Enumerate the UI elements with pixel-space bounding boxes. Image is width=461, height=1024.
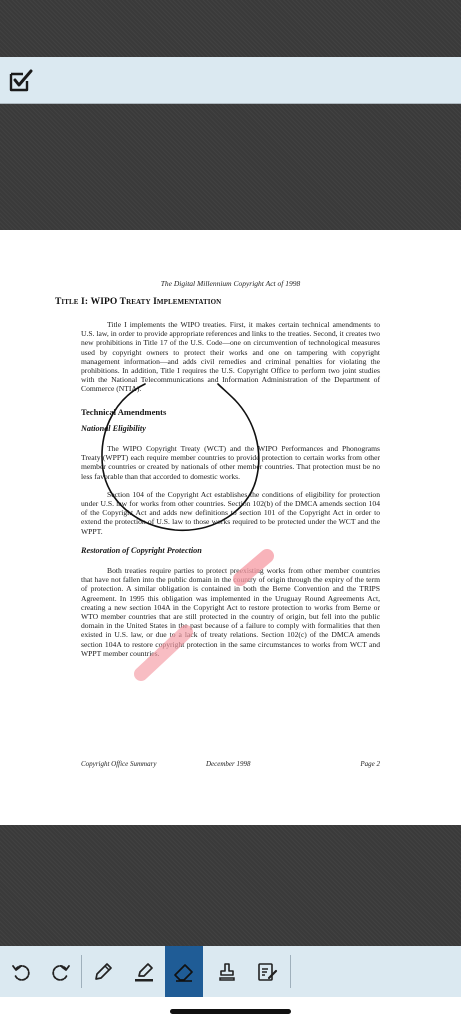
stamp-icon[interactable] xyxy=(208,946,246,997)
eraser-icon[interactable] xyxy=(165,946,203,997)
pen-icon[interactable] xyxy=(84,946,122,997)
paragraph-section-104: Section 104 of the Copyright Act establishes the conditions of eligibility for protection under U.S. law for works from other countries. Section 102(b) of the DMCA amends section 104 of the Copyright Act and adds new definitions to section 101 of the Copyright Act in order to extend the protection of U.S. law to those works required to be protected under the WCT and the WPPT. xyxy=(81,489,380,536)
subheading-restoration: Restoration of Copyright Protection xyxy=(81,545,202,555)
annotation-toolbar xyxy=(0,946,461,997)
title-prefix: Title I: xyxy=(55,297,89,307)
subheading-national-eligibility: National Eligibility xyxy=(81,423,146,433)
page-title xyxy=(55,297,221,307)
home-area xyxy=(0,997,461,1024)
highlighter-icon[interactable] xyxy=(125,946,163,997)
footer-center: December 1998 xyxy=(206,760,251,768)
running-head: The Digital Millennium Copyright Act of 1998 xyxy=(160,279,301,288)
edit-text-icon[interactable] xyxy=(248,946,286,997)
redo-icon[interactable] xyxy=(42,946,80,997)
document-body xyxy=(81,320,380,658)
toolbar-divider xyxy=(290,955,291,988)
undo-icon[interactable] xyxy=(2,946,40,997)
section-heading: Technical Amendments xyxy=(81,406,167,417)
paragraph-restoration: Both treaties require parties to protect preexisting works from other member countries that have not fallen into the public domain in the country of origin through the expiry of the term of protection. A similar obligation is contained in both the Berne Convention and the TRIPS Agreement. In 1995 this obligation was implemented in the Uruguay Round Agreements Act, creating a new section 104A in the Copyright Act to restore protection to works from Berne or WTO member countries that are still protected in the country of origin, but fell into the public domain in the United States in the past because of a failure to comply with formalities that then existed in U.S. law, or due to a lack of treaty relations. Section 102(c) of the DMCA amends section 104A to restore copyright protection in the same circumstances to works from WCT and WPPT member countries. xyxy=(81,566,380,658)
document-page[interactable] xyxy=(0,230,461,825)
top-bar xyxy=(0,57,461,104)
title-text: WIPO Treaty Implementation xyxy=(90,297,222,307)
home-indicator[interactable] xyxy=(170,1009,291,1014)
footer-right: Page 2 xyxy=(360,760,380,768)
intro-paragraph: Title I implements the WIPO treaties. First, it makes certain technical amendments to U.S. law, in order to provide appropriate references and links to the treaties. Second, it creates two new prohibitions in Title 17 of the U.S. Code—one on circumvention of technological measures used by copyright owners to protect their works and one on tampering with copyright management information—and adds civil remedies and criminal penalties for violating the prohibitions. In addition, Title I requires the U.S. Copyright Office to perform two joint studies with the National Telecommunications and Information Administration of the Department of Commerce (NTIA). xyxy=(81,320,380,394)
toolbar-divider xyxy=(81,955,82,988)
page-footer xyxy=(81,760,380,772)
paragraph-national-eligibility: The WIPO Copyright Treaty (WCT) and the WIPO Performances and Phonograms Treaty (WPPT) each require member countries to provide protection to certain works from other member countries or created by nationals of other member countries. That protection must be no less favorable than that accorded to domestic works. xyxy=(81,444,380,481)
checkbox-check-icon[interactable] xyxy=(8,68,34,94)
footer-left: Copyright Office Summary xyxy=(81,760,157,768)
